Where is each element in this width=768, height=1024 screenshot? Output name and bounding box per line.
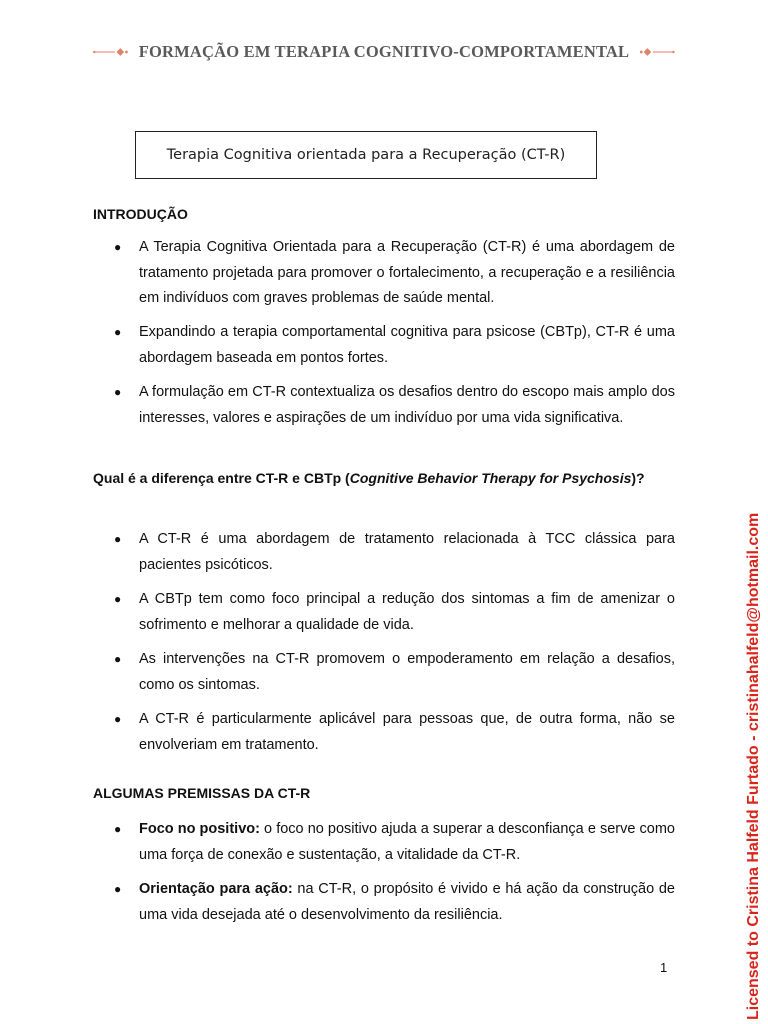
bullet-icon: ● [114,532,122,546]
right-ornament-icon [639,44,676,60]
list-item-bold-label: Foco no positivo: [139,821,260,837]
page-header [92,36,676,68]
list-item-text: A Terapia Cognitiva Orientada para a Recuperação (CT-R) é uma abordagem de tratamento projetada para promover o fortalecimento, a recuperação e a resiliência em indivíduos com graves problemas de saúde mental. [139,239,675,306]
bullet-icon: ● [114,822,122,836]
left-ornament-icon [92,44,129,60]
bullet-icon: ● [114,240,122,254]
section-heading-premissas: ALGUMAS PREMISSAS DA CT-R [93,785,311,801]
list-item [114,320,675,371]
list-item-bold-label: Orientação para ação: [139,881,293,897]
bullet-icon: ● [114,712,122,726]
license-watermark: Licensed to Cristina Halfeld Furtado - cristinahalfeld@hotmail.com [745,512,762,1020]
page-number: 1 [660,960,668,975]
bullet-icon: ● [114,592,122,606]
list-item [114,647,675,698]
list-item-text: A CT-R é uma abordagem de tratamento relacionada à TCC clássica para pacientes psicóticos. [139,531,675,573]
bullet-icon: ● [114,882,122,896]
list-item-body: o foco no positivo ajuda a superar a desconfiança e serve como uma força de conexão e sustentação, a vitalidade da CT-R. [139,821,675,863]
section-heading-diferenca [93,466,675,490]
list-item-text: A CBTp tem como foco principal a redução dos sintomas a fim de amenizar o sofrimento e melhorar a qualidade de vida. [139,591,675,633]
heading-part: Qual é a diferença entre CT-R e CBTp ( [93,470,350,486]
list-item-text: As intervenções na CT-R promovem o empoderamento em relação a desafios, como os sintomas. [139,651,675,693]
list-item [114,235,675,312]
list-item [114,817,675,868]
list-item-body: na CT-R, o propósito é vivido e há ação da construção de uma vida desejada até o desenvolvimento da resiliência. [139,881,675,923]
list-item-text: Expandindo a terapia comportamental cognitiva para psicose (CBTp), CT-R é uma abordagem baseada em pontos fortes. [139,324,675,366]
section-heading-introducao: INTRODUÇÃO [93,206,188,222]
list-item-text [139,877,675,928]
list-item [114,707,675,758]
header-title: FORMAÇÃO EM TERAPIA COGNITIVO-COMPORTAMENTAL [138,42,630,61]
list-item [114,587,675,638]
list-item-text: A CT-R é particularmente aplicável para pessoas que, de outra forma, não se envolveriam em tratamento. [139,711,675,753]
list-item-text: A formulação em CT-R contextualiza os desafios dentro do escopo mais amplo dos interesses, valores e aspirações de um indivíduo por uma vida significativa. [139,384,675,426]
bullet-icon: ● [114,652,122,666]
bullet-icon: ● [114,385,122,399]
bullet-icon: ● [114,325,122,339]
heading-part: )? [631,470,645,486]
document-title: Terapia Cognitiva orientada para a Recuperação (CT-R) [166,147,566,163]
list-item-text [139,817,675,868]
list-item [114,527,675,578]
list-item [114,380,675,431]
heading-italic-part: Cognitive Behavior Therapy for Psychosis [349,470,632,486]
document-title-box [135,131,597,179]
list-item [114,877,675,928]
